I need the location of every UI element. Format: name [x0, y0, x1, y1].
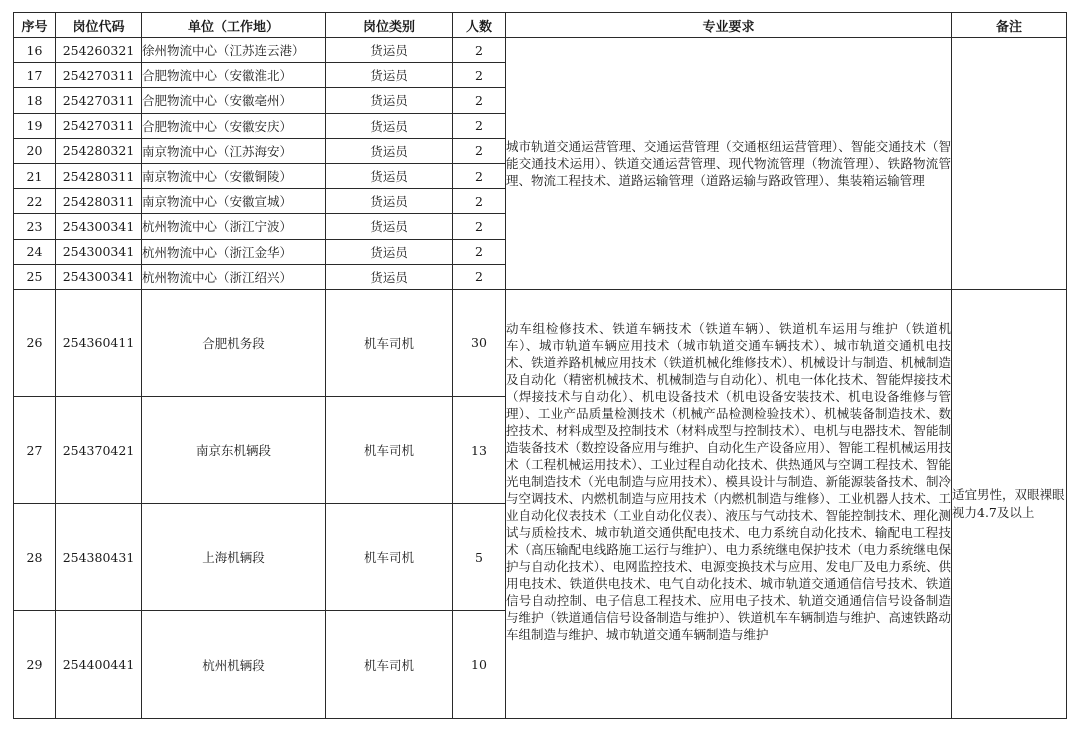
cell-count: 10 [453, 611, 506, 718]
cell-code: 254280321 [56, 138, 142, 163]
cell-code: 254370421 [56, 397, 142, 504]
cell-count: 2 [453, 214, 506, 239]
cell-count: 2 [453, 113, 506, 138]
cell-unit: 合肥物流中心（安徽安庆） [142, 113, 326, 138]
cell-code: 254270311 [56, 63, 142, 88]
cell-count: 5 [453, 504, 506, 611]
cell-unit: 南京物流中心（安徽铜陵） [142, 163, 326, 188]
cell-no: 26 [14, 289, 56, 396]
cell-unit: 合肥机务段 [142, 289, 326, 396]
header-row [14, 13, 1067, 38]
header-category: 岗位类别 [326, 13, 453, 38]
cell-unit: 徐州物流中心（江苏连云港） [142, 38, 326, 63]
cell-no: 29 [14, 611, 56, 718]
cell-category: 机车司机 [326, 611, 453, 718]
cell-code: 254270311 [56, 113, 142, 138]
header-count: 人数 [453, 13, 506, 38]
cell-code: 254270311 [56, 88, 142, 113]
cell-count: 2 [453, 264, 506, 289]
requirements-driver: 动车组检修技术、铁道车辆技术（铁道车辆）、铁道机车运用与维护（铁道机车）、城市轨道车辆应用技术（城市轨道交通车辆技术）、城市轨道交通机电技术、铁道养路机械应用技术（铁道机械化维修技术）、机械设计与制造、机械制造及自动化（精密机械技术、机械制造与自动化）、机电一体化技术、智能焊接技术（焊接技术与自动化）、机电设备技术（机电设备安装技术、机电设备维修与管理）、工业产品质量检测技术（机械产品检测检验技术）、机械装备制造技术、数控技术、材料成型及控制技术（材料成型与控制技术）、电机与电器技术、智能制造装备技术（数控设备应用与维护、自动化生产设备应用）、智能工程机械运用技术（工程机械运用技术）、工业过程自动化技术、供热通风与空调工程技术、智能光电制造技术（光电制造与应用技术）、模具设计与制造、新能源装备技术、制冷与空调技术、内燃机制造与应用技术（内燃机制造与维修）、工业机器人技术、工业自动化仪表技术（工业自动化仪表）、液压与气动技术、智能控制技术、理化测试与质检技术、城市轨道交通供配电技术、电力系统自动化技术、输配电工程技术（高压输配电线路施工运行与维护）、电力系统继电保护技术（电力系统继电保护与自动化技术）、电网监控技术、电源变换技术与应用、发电厂及电力系统、供用电技术、铁道供电技术、电气自动化技术、城市轨道交通通信信号技术、铁道信号自动控制、电子信息工程技术、应用电子技术、轨道交通通信信号设备制造与维护（铁道通信信号设备制造与维护）、铁道机车车辆制造与维护、高速铁路动车组制造与维护、城市轨道交通车辆制造与维护 [506, 289, 952, 718]
cell-code: 254300341 [56, 239, 142, 264]
cell-unit: 南京东机辆段 [142, 397, 326, 504]
cell-unit: 上海机辆段 [142, 504, 326, 611]
cell-category: 机车司机 [326, 504, 453, 611]
cell-no: 27 [14, 397, 56, 504]
requirements-freight: 城市轨道交通运营管理、交通运营管理（交通枢纽运营管理）、智能交通技术（智能交通技术运用）、铁道交通运营管理、现代物流管理（物流管理）、铁路物流管理、物流工程技术、道路运输管理（道路运输与路政管理）、集装箱运输管理 [506, 38, 952, 290]
cell-code: 254280311 [56, 163, 142, 188]
cell-category: 机车司机 [326, 397, 453, 504]
cell-unit: 杭州物流中心（浙江宁波） [142, 214, 326, 239]
cell-no: 16 [14, 38, 56, 63]
cell-count: 2 [453, 138, 506, 163]
header-code: 岗位代码 [56, 13, 142, 38]
table-row [14, 289, 1067, 396]
cell-no: 22 [14, 189, 56, 214]
cell-category: 货运员 [326, 264, 453, 289]
cell-no: 23 [14, 214, 56, 239]
cell-unit: 杭州机辆段 [142, 611, 326, 718]
cell-no: 20 [14, 138, 56, 163]
cell-category: 货运员 [326, 38, 453, 63]
header-notes: 备注 [952, 13, 1067, 38]
cell-code: 254360411 [56, 289, 142, 396]
cell-count: 2 [453, 163, 506, 188]
cell-category: 机车司机 [326, 289, 453, 396]
cell-unit: 南京物流中心（江苏海安） [142, 138, 326, 163]
cell-code: 254280311 [56, 189, 142, 214]
cell-unit: 合肥物流中心（安徽亳州） [142, 88, 326, 113]
header-no: 序号 [14, 13, 56, 38]
cell-category: 货运员 [326, 113, 453, 138]
cell-category: 货运员 [326, 239, 453, 264]
cell-code: 254400441 [56, 611, 142, 718]
cell-code: 254380431 [56, 504, 142, 611]
cell-no: 24 [14, 239, 56, 264]
notes-freight [952, 38, 1067, 290]
cell-no: 21 [14, 163, 56, 188]
table-row [14, 38, 1067, 63]
cell-count: 2 [453, 38, 506, 63]
cell-no: 17 [14, 63, 56, 88]
cell-code: 254260321 [56, 38, 142, 63]
cell-category: 货运员 [326, 63, 453, 88]
cell-count: 13 [453, 397, 506, 504]
cell-no: 19 [14, 113, 56, 138]
cell-category: 货运员 [326, 189, 453, 214]
cell-category: 货运员 [326, 214, 453, 239]
cell-count: 30 [453, 289, 506, 396]
cell-no: 18 [14, 88, 56, 113]
cell-unit: 南京物流中心（安徽宣城） [142, 189, 326, 214]
cell-category: 货运员 [326, 138, 453, 163]
notes-driver: 适宜男性，双眼裸眼视力4.7及以上 [952, 289, 1067, 718]
cell-unit: 合肥物流中心（安徽淮北） [142, 63, 326, 88]
cell-count: 2 [453, 63, 506, 88]
recruitment-table [13, 12, 1067, 719]
cell-category: 货运员 [326, 163, 453, 188]
cell-no: 28 [14, 504, 56, 611]
cell-count: 2 [453, 189, 506, 214]
cell-code: 254300341 [56, 214, 142, 239]
cell-count: 2 [453, 88, 506, 113]
cell-no: 25 [14, 264, 56, 289]
cell-code: 254300341 [56, 264, 142, 289]
header-requirements: 专业要求 [506, 13, 952, 38]
cell-unit: 杭州物流中心（浙江金华） [142, 239, 326, 264]
cell-count: 2 [453, 239, 506, 264]
header-unit: 单位（工作地） [142, 13, 326, 38]
cell-unit: 杭州物流中心（浙江绍兴） [142, 264, 326, 289]
cell-category: 货运员 [326, 88, 453, 113]
